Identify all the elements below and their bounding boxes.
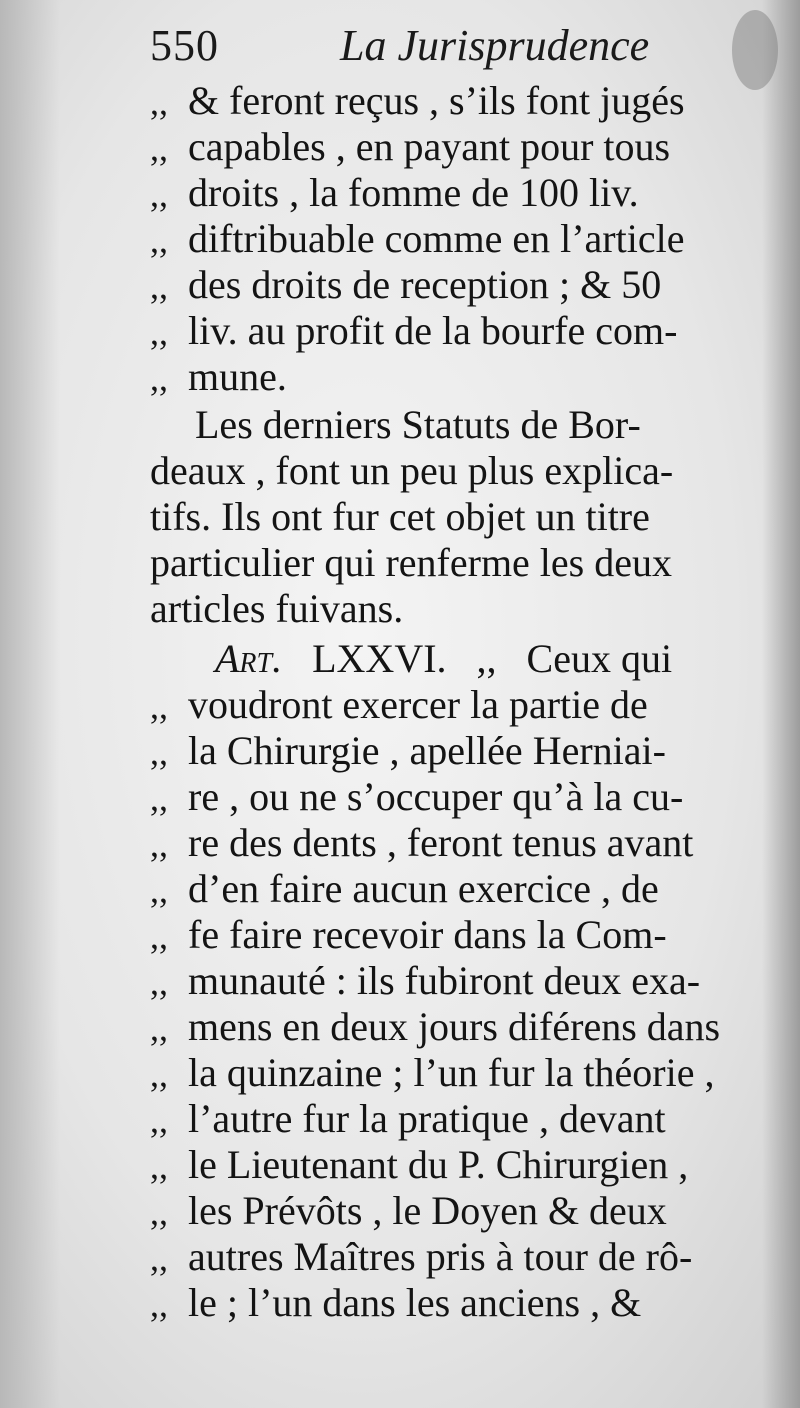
line-text: droits , la fomme de 100 liv.	[188, 170, 639, 215]
quote-mark: ,,	[150, 1284, 168, 1324]
text-line	[150, 1234, 765, 1280]
text-line	[150, 1050, 765, 1096]
quote-mark: ,,	[150, 1238, 168, 1278]
line-text: capables , en payant pour tous	[188, 124, 671, 169]
line-text: d’en faire aucun exercice , de	[188, 866, 659, 911]
line-text: autres Maîtres pris à tour de rô-	[188, 1234, 693, 1279]
page-gutter-shadow	[0, 0, 60, 1408]
line-text: re , ou ne s’occuper qu’à la cu-	[188, 774, 684, 819]
line-text: articles fuivans.	[150, 586, 404, 631]
text-line	[195, 402, 800, 448]
line-text: le ; l’un dans les anciens , &	[188, 1280, 642, 1325]
line-text: & feront reçus , s’ils font jugés	[188, 78, 685, 123]
text-line	[150, 124, 765, 170]
quote-mark: ,,	[150, 1146, 168, 1186]
running-title: La Jurisprudence	[340, 21, 650, 70]
text-line	[150, 586, 765, 632]
page-edge-shadow	[762, 0, 800, 1408]
line-text: la Chirurgie , apellée Herniai-	[188, 728, 666, 773]
line-text: fe faire recevoir dans la Com-	[188, 912, 667, 957]
line-text: les Prévôts , le Doyen & deux	[188, 1188, 667, 1233]
line-text: l’autre fur la pratique , devant	[188, 1096, 666, 1141]
quote-mark: ,,	[150, 732, 168, 772]
quote-mark: ,,	[150, 1008, 168, 1048]
text-line	[150, 866, 765, 912]
quote-mark: ,,	[150, 1100, 168, 1140]
text-line	[150, 262, 765, 308]
text-line	[150, 774, 765, 820]
text-line	[150, 494, 765, 540]
text-line	[150, 448, 765, 494]
quote-mark: ,,	[150, 962, 168, 1002]
line-text: Les derniers Statuts de Bor-	[195, 402, 641, 447]
text-line	[150, 1096, 765, 1142]
quote-mark: ,,	[150, 778, 168, 818]
line-text: mens en deux jours diférens dans	[188, 1004, 721, 1049]
quote-mark: ,,	[150, 220, 168, 260]
line-text: tifs. Ils ont fur cet objet un titre	[150, 494, 650, 539]
line-text: liv. au profit de la bourfe com-	[188, 308, 678, 353]
text-line	[150, 728, 765, 774]
line-text: Ceux qui	[526, 636, 673, 681]
line-text: diftribuable comme en l’article	[188, 216, 685, 261]
line-text: munauté : ils fubiront deux exa-	[188, 958, 701, 1003]
quote-mark: ,,	[476, 636, 497, 681]
page-header	[150, 18, 750, 74]
text-line	[150, 1280, 765, 1326]
text-line	[150, 1142, 765, 1188]
line-text: la quinzaine ; l’un fur la théorie ,	[188, 1050, 715, 1095]
quote-mark: ,,	[150, 870, 168, 910]
quote-mark: ,,	[150, 266, 168, 306]
quote-mark: ,,	[150, 312, 168, 352]
text-line	[150, 912, 765, 958]
quote-mark: ,,	[150, 82, 168, 122]
article-line	[215, 636, 800, 682]
text-line	[150, 1004, 765, 1050]
line-text: re des dents , feront tenus avant	[188, 820, 694, 865]
text-line	[150, 354, 765, 400]
quote-mark: ,,	[150, 358, 168, 398]
text-line	[150, 170, 765, 216]
line-text: deaux , font un peu plus explica-	[150, 448, 674, 493]
text-line	[150, 820, 765, 866]
article-label: Art.	[215, 636, 283, 681]
text-line	[150, 78, 765, 124]
quote-mark: ,,	[150, 686, 168, 726]
quote-mark: ,,	[150, 174, 168, 214]
text-line	[150, 540, 765, 586]
line-text: voudront exercer la partie de	[188, 682, 648, 727]
quote-mark: ,,	[150, 128, 168, 168]
quote-mark: ,,	[150, 1192, 168, 1232]
page-number: 550	[150, 21, 219, 70]
quote-mark: ,,	[150, 916, 168, 956]
line-text: mune.	[188, 354, 287, 399]
text-line	[150, 1188, 765, 1234]
line-text: particulier qui renferme les deux	[150, 540, 672, 585]
line-text: le Lieutenant du P. Chirurgien ,	[188, 1142, 689, 1187]
quote-mark: ,,	[150, 824, 168, 864]
line-text: des droits de reception ; & 50	[188, 262, 662, 307]
text-line	[150, 308, 765, 354]
article-number: LXXVI.	[312, 636, 447, 681]
text-line	[150, 958, 765, 1004]
text-line	[150, 682, 765, 728]
text-line	[150, 216, 765, 262]
quote-mark: ,,	[150, 1054, 168, 1094]
